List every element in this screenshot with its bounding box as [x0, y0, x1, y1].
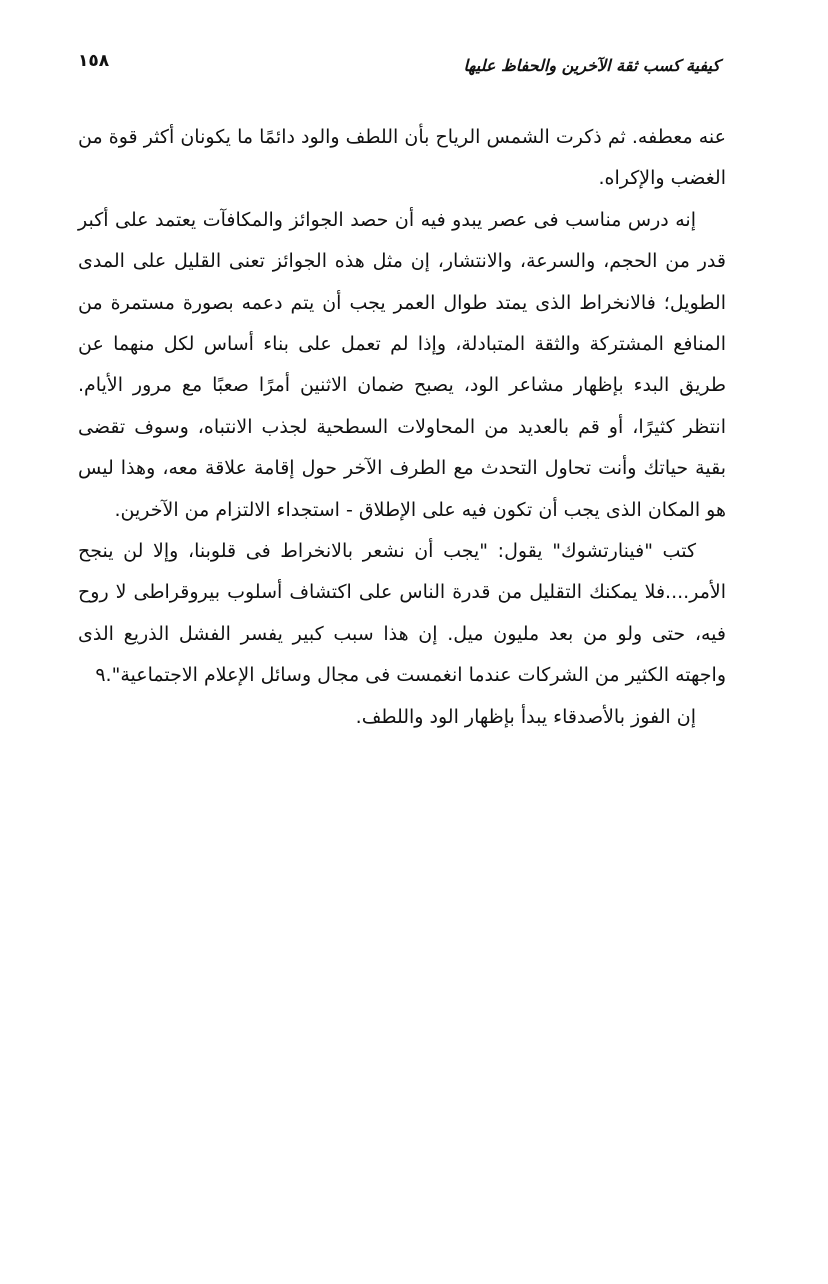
page-header	[78, 48, 720, 80]
paragraph: إنه درس مناسب فى عصر يبدو فيه أن حصد الجوائز والمكافآت يعتمد على أكبر قدر من الحجم، والسرعة، والانتشار، إن مثل هذه الجوائز تعنى القليل على المدى الطويل؛ فالانخراط الذى يمتد طوال العمر يجب أن يتم دعمه بصورة مستمرة من المنافع المشتركة والثقة المتبادلة، وإذا لم تعمل على بناء أساس لكل منهما عن طريق البدء بإظهار مشاعر الود، يصبح ضمان الاثنين أمرًا صعبًا مع مرور الأيام. انتظر كثيرًا، أو قم بالعديد من المحاولات السطحية لجذب الانتباه، وسوف تقضى بقية حياتك وأنت تحاول التحدث مع الطرف الآخر حول إقامة علاقة معه، وهذا ليس هو المكان الذى يجب أن تكون فيه على الإطلاق - استجداء الالتزام من الآخرين.	[78, 208, 726, 521]
paragraph: كتب "فينارتشوك" يقول: "يجب أن نشعر بالانخراط فى قلوبنا، وإلا لن ينجح الأمر....فلا يمكنك التقليل من قدرة الناس على اكتشاف أسلوب بيروقراطى لا روح فيه، حتى ولو من بعد مليون ميل. إن هذا سبب كبير يفسر الفشل الذريع الذى واجهته الكثير من الشركات عندما انغمست فى مجال وسائل الإعلام الاجتماعية".٩	[78, 540, 726, 687]
paragraph: عنه معطفه. ثم ذكرت الشمس الرياح بأن اللطف والود دائمًا ما يكونان أكثر قوة من الغضب والإكراه.	[78, 126, 726, 190]
paragraph: إن الفوز بالأصدقاء يبدأ بإظهار الود واللطف.	[355, 705, 696, 728]
page-number: ١٥٨	[78, 51, 110, 71]
running-title: كيفية كسب ثقة الآخرين والحفاظ عليها	[463, 56, 720, 75]
body-text	[78, 117, 726, 738]
